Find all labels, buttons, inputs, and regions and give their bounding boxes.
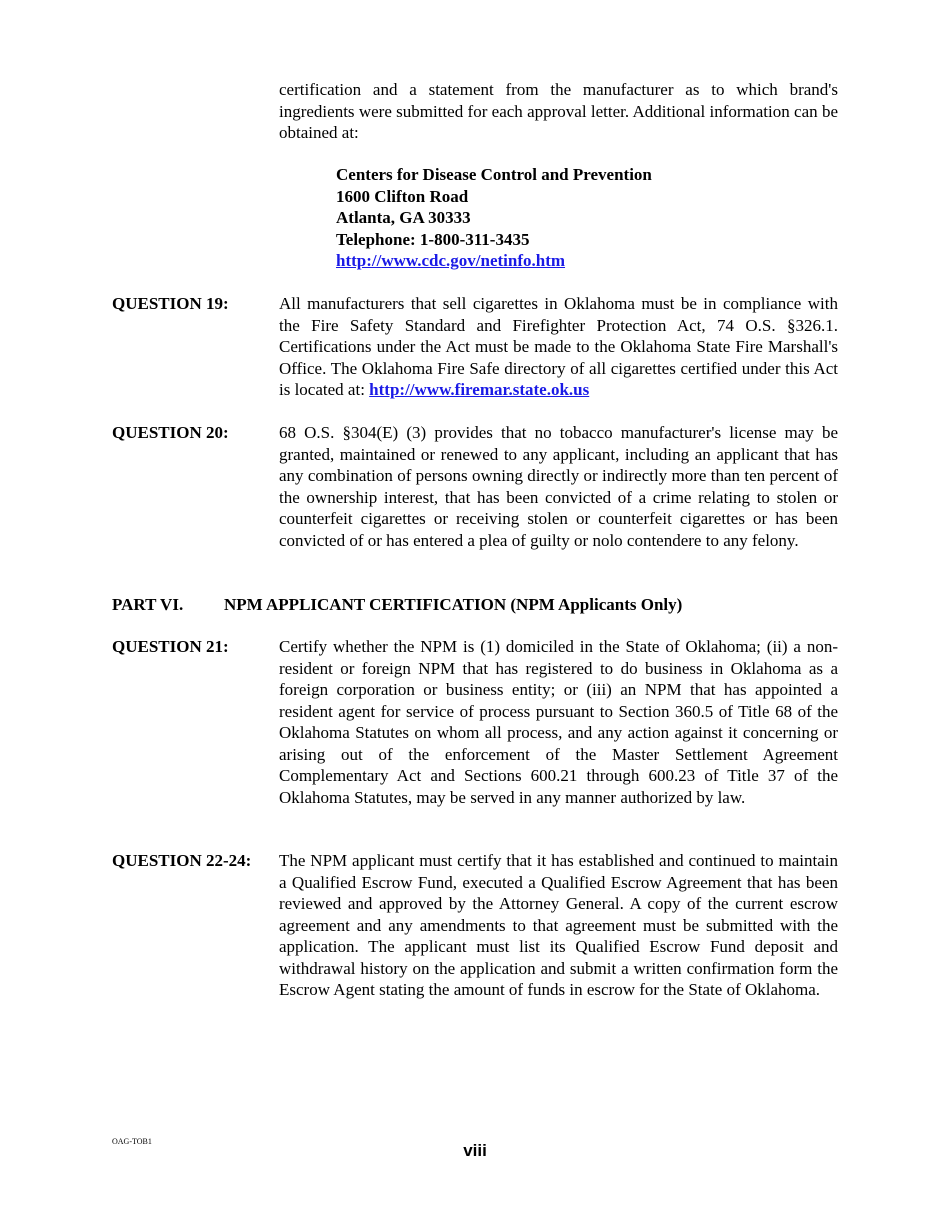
address-phone: Telephone: 1-800-311-3435	[336, 229, 530, 249]
address-org-name: Centers for Disease Control and Prevention	[336, 165, 652, 184]
intro-paragraph: certification and a statement from the manufacturer as to which brand's ingredients were submitted for each approval letter. Additional information can be obtained at:	[279, 80, 838, 142]
question-22-24-label: QUESTION 22-24:	[112, 851, 252, 870]
question-19-text: All manufacturers that sell cigarettes in Oklahoma must be in compliance with the Fire Safety Standard and Firefighter Protection Act, 74 O.S. §326.1. Certifications under the Act must be made to the Oklahoma State Fire Marshall's Office. The Oklahoma Fire Safe directory of all cigarettes certified under this Act is located at: http://www.firemar.state.ok.us	[279, 294, 838, 399]
question-19-label: QUESTION 19:	[112, 294, 229, 313]
page-number: viii	[463, 1141, 487, 1160]
cdc-address-block	[336, 164, 652, 272]
question-21-text: Certify whether the NPM is (1) domiciled in the State of Oklahoma; (ii) a non-resident or foreign NPM that has registered to do business in Oklahoma as a foreign corporation or business entity; or (iii) an NPM that has appointed a resident agent for service of process pursuant to Section 360.5 of Title 68 of the Oklahoma Statutes on whom all process, and any action against it concerning or arising out of the enforcement of the Master Settlement Agreement Complementary Act and Sections 600.21 through 600.23 of Title 37 of the Oklahoma Statutes, may be served in any manner authorized by law.	[279, 637, 838, 807]
address-city: Atlanta, GA 30333	[336, 208, 471, 227]
address-street: 1600 Clifton Road	[336, 186, 469, 206]
part-vi-heading	[112, 594, 683, 616]
fire-marshal-link[interactable]: http://www.firemar.state.ok.us	[369, 380, 590, 399]
question-22-24-text: The NPM applicant must certify that it has established and continued to maintain a Qualified Escrow Fund, executed a Qualified Escrow Agreement that has been reviewed and approved by the Attorney General. A copy of the current escrow agreement and any amendments to that agreement must be submitted with the application. The applicant must list its Qualified Escrow Fund deposit and withdrawal history on the application and submit a written confirmation form the Escrow Agent stating the amount of funds in escrow for the State of Oklahoma.	[279, 851, 838, 999]
form-code: OAG-TOB1	[112, 1137, 152, 1146]
part-title: NPM APPLICANT CERTIFICATION (NPM Applicants Only)	[224, 595, 683, 614]
cdc-link[interactable]: http://www.cdc.gov/netinfo.htm	[336, 251, 566, 270]
question-20-text: 68 O.S. §304(E) (3) provides that no tobacco manufacturer's license may be granted, maintained or renewed to any applicant, including an applicant that has any combination of persons owning directly or indirectly more than ten percent of the ownership interest, that has been convicted of a crime relating to stolen or counterfeit cigarettes or receiving stolen or counterfeit cigarettes or has been convicted of or has entered a plea of guilty or nolo contendere to any felony.	[279, 423, 838, 550]
part-number: PART VI.	[112, 595, 184, 614]
question-20-label: QUESTION 20:	[112, 423, 229, 442]
question-21-label: QUESTION 21:	[112, 637, 229, 656]
